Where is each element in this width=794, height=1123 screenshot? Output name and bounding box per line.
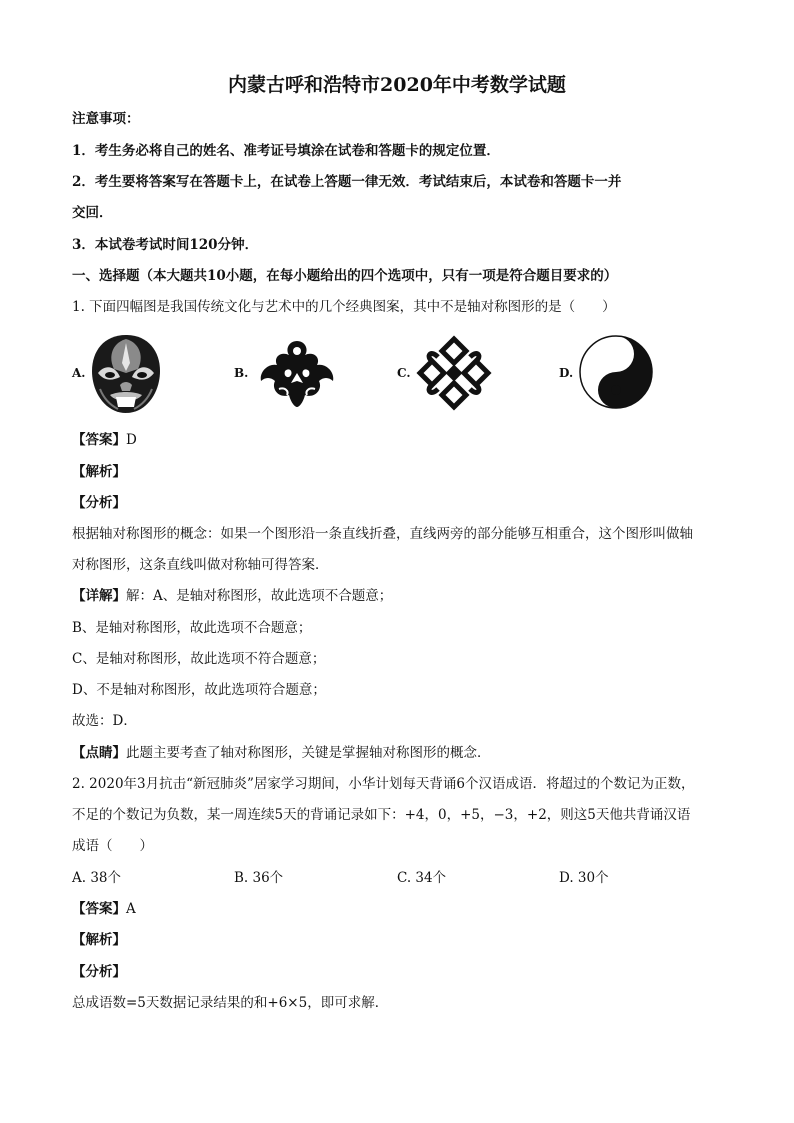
- q1-detail-line-5: 故选：D．: [72, 713, 137, 729]
- q1-option-a-label: A.: [72, 366, 86, 380]
- notice-item-2: 2．考生要将答案写在答题卡上，在试卷上答题一律无效．考试结束后，本试卷和答题卡一并: [72, 174, 622, 190]
- q2-option-a: A. 38个: [72, 870, 122, 886]
- section-heading: 一、选择题（本大题共10小题，在每小题给出的四个选项中，只有一项是符合题目要求的）: [72, 268, 618, 284]
- q1-jiexi-tag: 【解析】: [72, 464, 126, 480]
- opera-mask-figure: [90, 333, 162, 415]
- q2-answer-value: A: [126, 901, 136, 917]
- q1-analysis-line-2: 对称图形，这条直线叫做对称轴可得答案．: [72, 557, 329, 573]
- notice-item-2-cont: 交回．: [72, 205, 113, 221]
- q1-option-b-label: B.: [234, 366, 249, 380]
- q1-detail-text-1: 解：A、是轴对称图形，故此选项不合题意；: [126, 588, 393, 604]
- q1-detail-line-3: C、是轴对称图形，故此选项不符合题意；: [72, 651, 326, 667]
- ornament-b-figure: [255, 337, 339, 409]
- ornament-c-figure: [416, 335, 492, 411]
- q1-stem: 1. 下面四幅图是我国传统文化与艺术中的几个经典图案，其中不是轴对称图形的是（ ）: [72, 299, 616, 315]
- q1-analysis-line-1: 根据轴对称图形的概念：如果一个图形沿一条直线折叠，直线两旁的部分能够互相重合，这个图形叫做轴: [72, 526, 693, 542]
- q1-detail-line-2: B、是轴对称图形，故此选项不合题意；: [72, 620, 312, 636]
- q1-answer: [72, 431, 137, 449]
- notice-item-1: 1．考生务必将自己的姓名、准考证号填涂在试卷和答题卡的规定位置．: [72, 143, 500, 159]
- q1-comment: [72, 744, 491, 762]
- q2-option-d: D. 30个: [559, 870, 609, 886]
- q2-stem-line-1: 2. 2020年3月抗击“新冠肺炎”居家学习期间，小华计划每天背诵6个汉语成语．将超过的个数记为正数，: [72, 776, 695, 792]
- detail-tag: 【详解】: [72, 588, 126, 604]
- q1-answer-value: D: [126, 432, 137, 448]
- q2-analysis: 总成语数=5天数据记录结果的和+6×5，即可求解．: [72, 995, 389, 1011]
- q1-comment-text: 此题主要考查了轴对称图形，关键是掌握轴对称图形的概念．: [126, 745, 491, 761]
- q1-option-d-label: D.: [559, 366, 574, 380]
- q2-jiexi-tag: 【解析】: [72, 932, 126, 948]
- q1-fenxi-tag: 【分析】: [72, 495, 126, 511]
- q1-detail-line-4: D、不是轴对称图形，故此选项符合题意；: [72, 682, 326, 698]
- notice-heading: 注意事项：: [72, 111, 140, 127]
- yin-yang-figure: [578, 334, 654, 410]
- q2-option-b: B. 36个: [234, 870, 284, 886]
- q2-answer: [72, 900, 136, 918]
- q2-stem-line-2: 不足的个数记为负数，某一周连续5天的背诵记录如下：+4，0，+5，−3，+2，则这5天他共背诵汉语: [72, 807, 691, 823]
- answer-tag: 【答案】: [72, 432, 126, 448]
- q1-option-c-label: C.: [397, 366, 411, 380]
- q1-detail-line-1: [72, 587, 392, 605]
- notice-item-3: 3．本试卷考试时间120分钟．: [72, 237, 259, 253]
- page-title: 内蒙古呼和浩特市2020年中考数学试题: [228, 74, 566, 96]
- q2-stem-line-3: 成语（ ）: [72, 838, 153, 854]
- comment-tag: 【点睛】: [72, 745, 126, 761]
- answer-tag: 【答案】: [72, 901, 126, 917]
- q2-option-c: C. 34个: [397, 870, 447, 886]
- q2-fenxi-tag: 【分析】: [72, 964, 126, 980]
